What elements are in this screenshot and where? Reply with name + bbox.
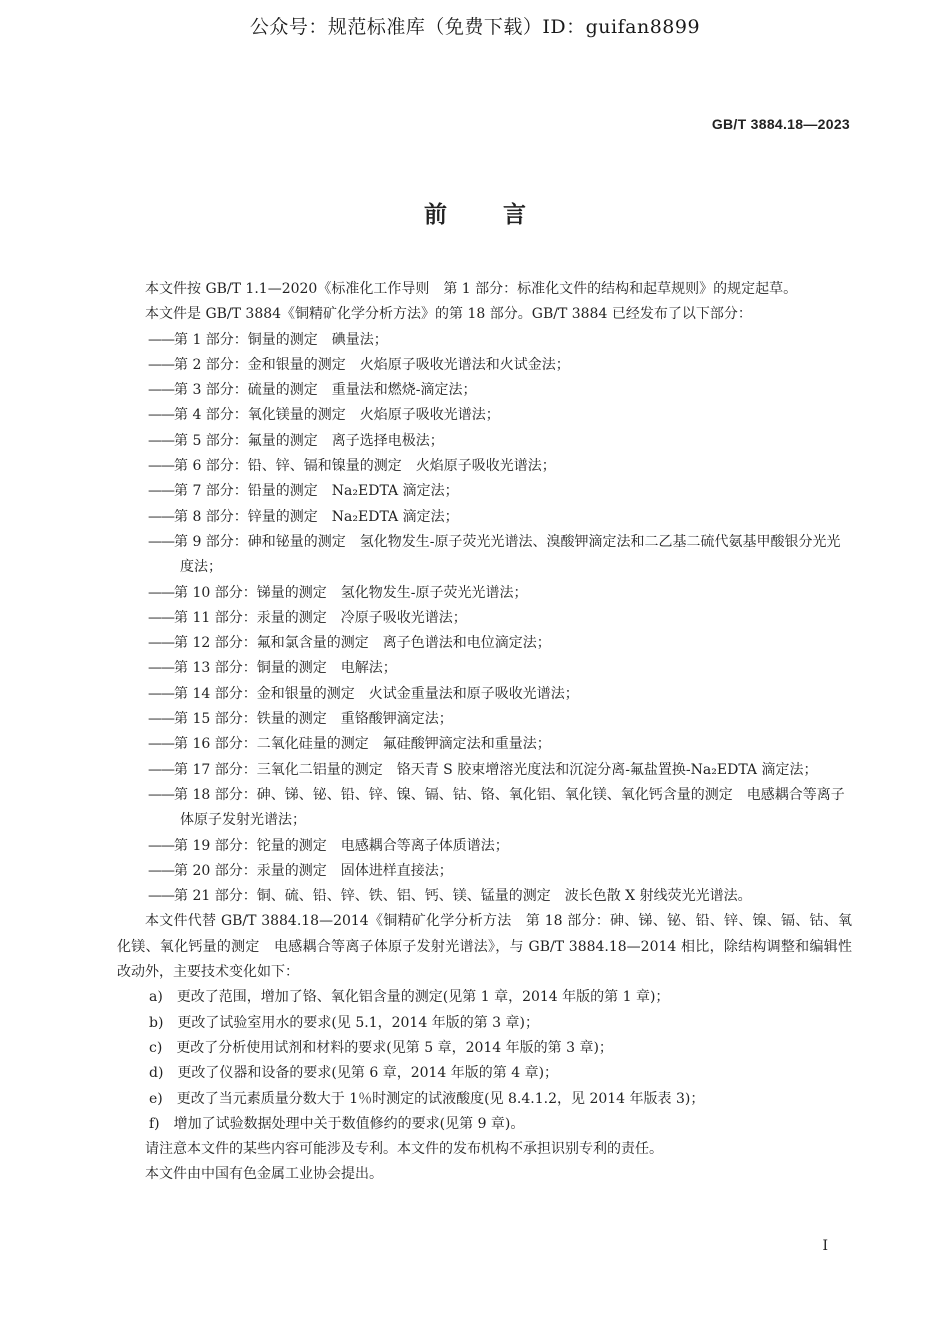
change-list-item: d) 更改了仪器和设备的要求(见第 6 章，2014 年版的第 4 章)； — [149, 1065, 559, 1082]
proposer-paragraph: 本文件由中国有色金属工业协会提出。 — [145, 1166, 383, 1183]
document-code: GB/T 3884.18—2023 — [711, 116, 850, 132]
part-list-item: ——第 7 部分：铅量的测定 Na₂EDTA 滴定法； — [148, 483, 459, 500]
page-number: I — [822, 1238, 828, 1254]
patent-notice-paragraph: 请注意本文件的某些内容可能涉及专利。本文件的发布机构不承担识别专利的责任。 — [145, 1141, 663, 1158]
change-list-item: e) 更改了当元素质量分数大于 1％时测定的试液酸度(见 8.4.1.2，见 2014 年版表 3)； — [149, 1090, 705, 1107]
part-list-item: ——第 8 部分：锌量的测定 Na₂EDTA 滴定法； — [148, 508, 459, 525]
part-list-item: ——第 11 部分：汞量的测定 冷原子吸收光谱法； — [148, 609, 467, 626]
part-list-item: ——第 3 部分：硫量的测定 重量法和燃烧-滴定法； — [148, 382, 477, 399]
part-list-item: ——第 15 部分：铁量的测定 重铬酸钾滴定法； — [148, 711, 453, 728]
part-list-item: ——第 5 部分：氟量的测定 离子选择电极法； — [148, 432, 444, 449]
change-list-item: a) 更改了范围，增加了铬、氧化铝含量的测定(见第 1 章，2014 年版的第 1 章)； — [149, 989, 670, 1006]
change-list-item: b) 更改了试验室用水的要求(见 5.1，2014 年版的第 3 章)； — [149, 1014, 539, 1031]
part-list-item: ——第 9 部分：砷和铋量的测定 氢化物发生-原子荧光光谱法、溴酸钾滴定法和二乙基二硫代氨基甲酸银分光光度法； — [148, 533, 841, 576]
watermark-text: 公众号：规范标准库（免费下载）ID：guifan8899 — [249, 16, 701, 38]
series-intro-paragraph: 本文件是 GB/T 3884《铜精矿化学分析方法》的第 18 部分。GB/T 3884 已经发布了以下部分： — [145, 306, 752, 323]
part-list-item: ——第 13 部分：铜量的测定 电解法； — [148, 660, 397, 677]
drafting-rule-paragraph: 本文件按 GB/T 1.1—2020《标准化工作导则 第 1 部分：标准化文件的结构和起草规则》的规定起草。 — [145, 281, 798, 297]
document-body — [117, 277, 852, 1188]
part-list-item: ——第 10 部分：锑量的测定 氢化物发生-原子荧光光谱法； — [148, 584, 528, 601]
change-list-item: f) 增加了试验数据处理中关于数值修约的要求(见第 9 章)。 — [149, 1115, 525, 1132]
change-list-item: c) 更改了分析使用试剂和材料的要求(见第 5 章，2014 年版的第 3 章)； — [149, 1039, 613, 1056]
part-list-item: ——第 17 部分：三氧化二铝量的测定 铬天青 S 胶束增溶光度法和沉淀分离-氟盐置换-Na₂EDTA 滴定法； — [148, 761, 818, 778]
part-list-item: ——第 16 部分：二氧化硅量的测定 氟硅酸钾滴定法和重量法； — [148, 736, 551, 753]
part-list-item: ——第 14 部分：金和银量的测定 火试金重量法和原子吸收光谱法； — [148, 685, 579, 702]
replacement-paragraph: 本文件代替 GB/T 3884.18—2014《铜精矿化学分析方法 第 18 部分：砷、锑、铋、铅、锌、镍、镉、钴、氧化镁、氧化钙量的测定 电感耦合等离子体原子发射光谱法》，与 GB/T 3884.18—2014 相比，除结构调整和编辑性改动外，主要技术变化如下： — [117, 913, 852, 981]
part-list-item: ——第 21 部分：铜、硫、铅、锌、铁、铝、钙、镁、锰量的测定 波长色散 X 射线荧光光谱法。 — [148, 888, 752, 905]
page-title: 前言 — [424, 202, 582, 228]
part-list-item: ——第 18 部分：砷、锑、铋、铅、锌、镍、镉、钴、铬、氧化铝、氧化镁、氧化钙含量的测定 电感耦合等离子体原子发射光谱法； — [148, 786, 845, 829]
part-list-item: ——第 6 部分：铅、锌、镉和镍量的测定 火焰原子吸收光谱法； — [148, 458, 556, 475]
part-list-item: ——第 4 部分：氧化镁量的测定 火焰原子吸收光谱法； — [148, 407, 500, 424]
part-list-item: ——第 12 部分：氟和氯含量的测定 离子色谱法和电位滴定法； — [148, 635, 551, 652]
part-list-item: ——第 1 部分：铜量的测定 碘量法； — [148, 331, 388, 348]
part-list-item: ——第 20 部分：汞量的测定 固体进样直接法； — [148, 862, 453, 879]
part-list-item: ——第 19 部分：铊量的测定 电感耦合等离子体质谱法； — [148, 837, 509, 854]
part-list-item: ——第 2 部分：金和银量的测定 火焰原子吸收光谱法和火试金法； — [148, 356, 570, 373]
